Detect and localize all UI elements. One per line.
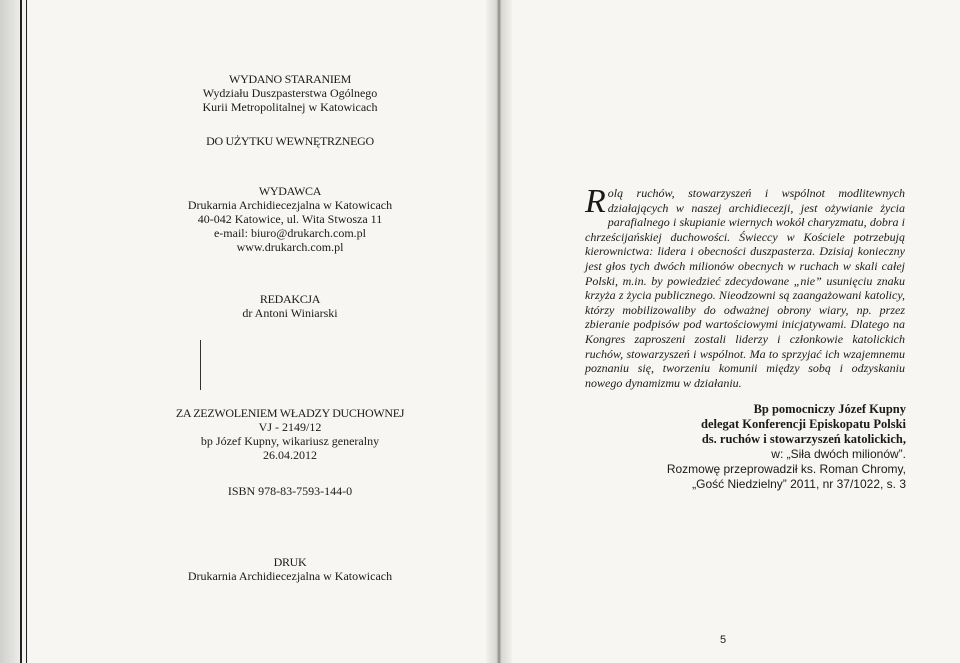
publisher-block [140, 72, 440, 114]
printer-heading: WYDAWCA [258, 184, 322, 198]
quote-text: olą ruchów, stowarzyszeń i wspólnot modlitewnych działających w naszej archidiecezji, jest ożywianie życia parafialnego i skupianie wiernych wokół charyzmatu, dobra i chrześcijańskiej duchowości. Świeccy w Kościele potrzebują kierownictwa: lidera i obecności duszpasterza. Dzisiaj konieczny jest głos tych dwóch milionów obecnych w ruchach w skali całej Polski, m.in. by powiedzieć zdecydowane „nie” usunięciu znaku krzyża z życia publicznego. Nieodzowni są zaangażowani katolicy, którzy mobilizowaliby do odważnej obrony wiary, np. przez zbieranie podpisów pod wartościowymi inicjatywami. Dlatego na Kongres zaproszeni zostali liderzy i członkowie katolickich ruchów, stowarzyszeń i wspólnot. Ma to sprzyjać ich wzajemnemu poznaniu się, tworzeniu komunii między sobą i odzyskaniu nowego dynamizmu w działaniu. [585, 186, 905, 390]
signature-role: delegat Konferencji Episkopatu Polski [701, 417, 906, 431]
signature-block [640, 402, 906, 492]
approval-number: VJ - 2149/12 [258, 420, 322, 434]
print-block [140, 555, 440, 583]
quote-paragraph [585, 183, 905, 390]
printer-line: Drukarnia Archidiecezjalna w Katowicach [187, 198, 393, 212]
margin-mark [200, 340, 201, 390]
print-heading: DRUK [273, 555, 307, 569]
signature-role: ds. ruchów i stowarzyszeń katolickich, [701, 432, 906, 446]
signature-source: „Gość Niedzielny” 2011, nr 37/1022, s. 3 [692, 477, 906, 491]
printer-address: 40-042 Katowice, ul. Wita Stwosza 11 [197, 212, 383, 226]
printer-block [140, 184, 440, 254]
drop-cap: R [585, 183, 606, 220]
publisher-line: Wydziału Duszpasterstwa Ogólnego [202, 86, 378, 100]
approval-block [140, 406, 440, 462]
printer-website: www.drukarch.com.pl [236, 240, 344, 254]
print-line: Drukarnia Archidiecezjalna w Katowicach [187, 569, 393, 583]
edge-line [20, 0, 22, 663]
editor-name: dr Antoni Winiarski [242, 306, 338, 320]
internal-use-note: DO UŻYTKU WEWNĘTRZNEGO [206, 134, 374, 148]
approval-signatory: bp Józef Kupny, wikariusz generalny [200, 434, 380, 448]
publisher-heading: WYDANO STARANIEM [229, 72, 351, 86]
approval-heading: ZA ZEZWOLENIEM WŁADZY DUCHOWNEJ [175, 406, 405, 420]
signature-source: Rozmowę przeprowadził ks. Roman Chromy, [666, 462, 906, 476]
book-gutter [486, 0, 512, 663]
printer-email: e-mail: biuro@drukarch.com.pl [213, 226, 366, 240]
publisher-line: Kurii Metropolitalnej w Katowicach [202, 100, 378, 114]
edge-line [26, 0, 27, 663]
book-edge [0, 0, 20, 663]
editor-block [140, 292, 440, 320]
editor-heading: REDAKCJA [259, 292, 321, 306]
isbn: ISBN 978-83-7593-144-0 [227, 484, 353, 498]
signature-source: w: „Siła dwóch milionów”. [771, 447, 906, 461]
signature-name: Bp pomocniczy Józef Kupny [753, 402, 906, 416]
page-number: 5 [720, 634, 727, 646]
approval-date: 26.04.2012 [263, 448, 317, 462]
